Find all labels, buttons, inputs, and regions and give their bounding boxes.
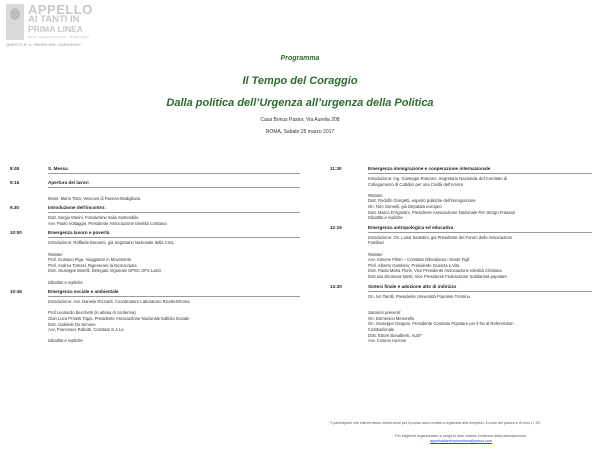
schedule-line: Dibattito e repliche [48, 279, 83, 285]
divider [48, 296, 300, 297]
logo-tagline: QUESTO E' IL TEMPO DEL CORAGGIO ! [6, 42, 83, 47]
schedule-title: Emergenza immigrazione e cooperazione internazionale [368, 166, 491, 171]
schedule-time: 13:30 [330, 283, 342, 289]
request-text: Per esigenze organizzative si prega di dare cortese conferma della partecipazione: [395, 434, 527, 438]
schedule-line: Familiari [368, 240, 384, 246]
schedule-item [10, 289, 300, 344]
logo-line-4: Roma · Istituto Bonus Pastor · 25 Marzo 2017 [28, 35, 90, 39]
footnote-text: *I partecipanti che interverranno riceveranno per il pranzo sono invitati a registrarsi alla reception. Il costo del pranzo è di euro 17,00. [330, 421, 541, 425]
schedule-item [10, 230, 300, 285]
schedule-line: Avv. Cosimo Iacrone [368, 338, 407, 344]
schedule-line: Dott. Gabriele De Simone [48, 321, 96, 327]
schedule-time: 10:45 [10, 289, 22, 295]
divider [48, 212, 300, 213]
left-schedule [10, 166, 300, 348]
schedule-line: Introduzione: Ing. Giuseppe Rotunno, Segretario Nazionale del Comitato di [368, 176, 507, 181]
footnote [330, 421, 592, 426]
schedule-time: 9:15 [10, 180, 20, 185]
divider [368, 173, 592, 174]
divider [368, 291, 592, 292]
schedule-item [10, 180, 300, 201]
schedule-line: Avv. Paolo Voltaggio, Presidente Associazione Identità Cristiana [48, 220, 167, 226]
venue-text: Casa Bonus Pastor, Via Aurelia 208 [260, 117, 340, 123]
schedule-line: Gian Luca Proietti Toppi, Presidente Associazione Nazionale Edilizia Sociale [48, 315, 190, 321]
schedule-line: Introduzione: Raffaele Bonanni, già Segretario Nazionale della CISL [48, 240, 175, 246]
schedule-title: Emergenza antropologica ed educativa [368, 224, 454, 230]
schedule-line: Avv, Francesco Rabotti, Comitato S.A.Le. [48, 327, 125, 333]
schedule-line: Mons. Mario Toso, Vescovo di Faenza-Modigliana [48, 195, 141, 201]
schedule-line: On. Ivo Tarolli, Presidente Università Popolare Trentina [368, 293, 470, 299]
divider [48, 173, 300, 174]
schedule-line: Saranno presenti: [368, 310, 402, 316]
logo-line-1: APPELLO [28, 2, 93, 17]
schedule-time: 11:30 [330, 166, 342, 171]
schedule-title: Emergenza sociale e ambientale [48, 289, 119, 295]
schedule-line: Relatori [368, 192, 383, 198]
page-title: Il Tempo del Coraggio [242, 75, 358, 87]
schedule-line: Prof. Gustavo Piga, Viaggiatori in Movimento [48, 257, 132, 263]
schedule-line: On. Domenico Menorello [368, 315, 415, 321]
schedule-line: On. Niro Gemelli, già Deputato europeo [368, 203, 442, 209]
divider [48, 187, 300, 188]
schedule-line: Avv. Simone Pillon – Comitato Difendiamo i Nostri Figli [368, 257, 470, 263]
schedule-line: Relatori [48, 251, 63, 257]
schedule-line: Prof. Andrea Tomasi, Rigenerare la Democrazia [48, 262, 137, 268]
schedule-line: Dott. Sergio Marini, Fondazione Italia Sostenibile [48, 215, 139, 221]
schedule-title: S. Messa [48, 166, 68, 171]
schedule-item [330, 225, 592, 280]
schedule-line: Prof Leonardo Becchetti (in attesa di conferma) [48, 310, 136, 316]
schedule-title: Emergenza lavoro e povertà [48, 230, 110, 236]
schedule-line: Relatori [368, 251, 383, 257]
footer-request [330, 434, 592, 444]
schedule-line: Dibattito e repliche [48, 338, 83, 344]
logo-line-3: PRIMA LINEA [28, 24, 83, 34]
schedule-time: 8:45 [10, 166, 20, 171]
page-subtitle: Dalla politica dell’Urgenza all’urgenza della Politica [166, 97, 434, 109]
portrait-mark [6, 4, 24, 40]
right-schedule [330, 166, 592, 348]
schedule-line: Collegamento di Cattolici per una Civiltà dell'Amore [368, 181, 464, 187]
divider [48, 237, 300, 238]
date-text: ROMA, Sabato 25 marzo 2017 [265, 129, 335, 135]
schedule-line: Introduzione: On. Luisa Santolini, già Presidente del Forum delle Associazioni [368, 234, 512, 240]
schedule-time: 9.30 [10, 205, 19, 211]
programma-label: Programma [280, 55, 320, 62]
schedule-item [10, 166, 300, 174]
schedule-line: Dott. Paola Maria Floris, Vice Presidente Associazione Identità Cristiana [368, 268, 502, 274]
schedule-title: Sintesi finale e adozione atto di indirizzo [368, 283, 457, 289]
schedule-item [10, 205, 300, 226]
schedule-title: Introduzione dell'incontro: [48, 205, 106, 211]
schedule-item [330, 166, 592, 221]
schedule-title: Apertura dei lavori [48, 180, 89, 185]
divider [368, 232, 592, 233]
schedule-line: Dott. Ettore Bonalberti, ALEF [368, 332, 422, 338]
contact-email-link[interactable]: appelloaitantiinprimalinea@yahoo.com [430, 439, 492, 443]
schedule-time: 10:00 [10, 230, 22, 236]
schedule-time: 12:15 [330, 224, 342, 230]
schedule-line: Costituzionale [368, 327, 395, 333]
schedule-item [330, 284, 592, 344]
schedule-line: Dott. Rodolfo Giorgetti, esperto politiche dell'immigrazione [368, 198, 476, 204]
logo-line-2: AI TANTI IN [28, 14, 80, 25]
schedule-line: Dott. Marco D'Agostini, Presidente Associazione Nazionale Per Giorgo Frassati [368, 209, 515, 215]
schedule-line: Dott.ssa Eleonora Mosti, Vice Presidente Federazione Solidarietà popolare [368, 273, 507, 279]
schedule-line: Prof. Alberto Gambino, Presidente Scienza e Vita [368, 262, 460, 268]
schedule-line: Introduzione: Avv. Daniele Rizzardi, Coordinatore Laboratorio RicetteXRoma [48, 299, 190, 305]
logo [6, 2, 118, 47]
schedule-line: Dott. Giuseppe Morelli, Delegato regionale GPSC OFS Lazio [48, 268, 161, 274]
schedule-line: On. Giuseppe Gargani, Presidente Comitato Popolare per il No al Referendum [368, 321, 514, 327]
schedule-line: Dibattito e repliche [368, 215, 403, 221]
